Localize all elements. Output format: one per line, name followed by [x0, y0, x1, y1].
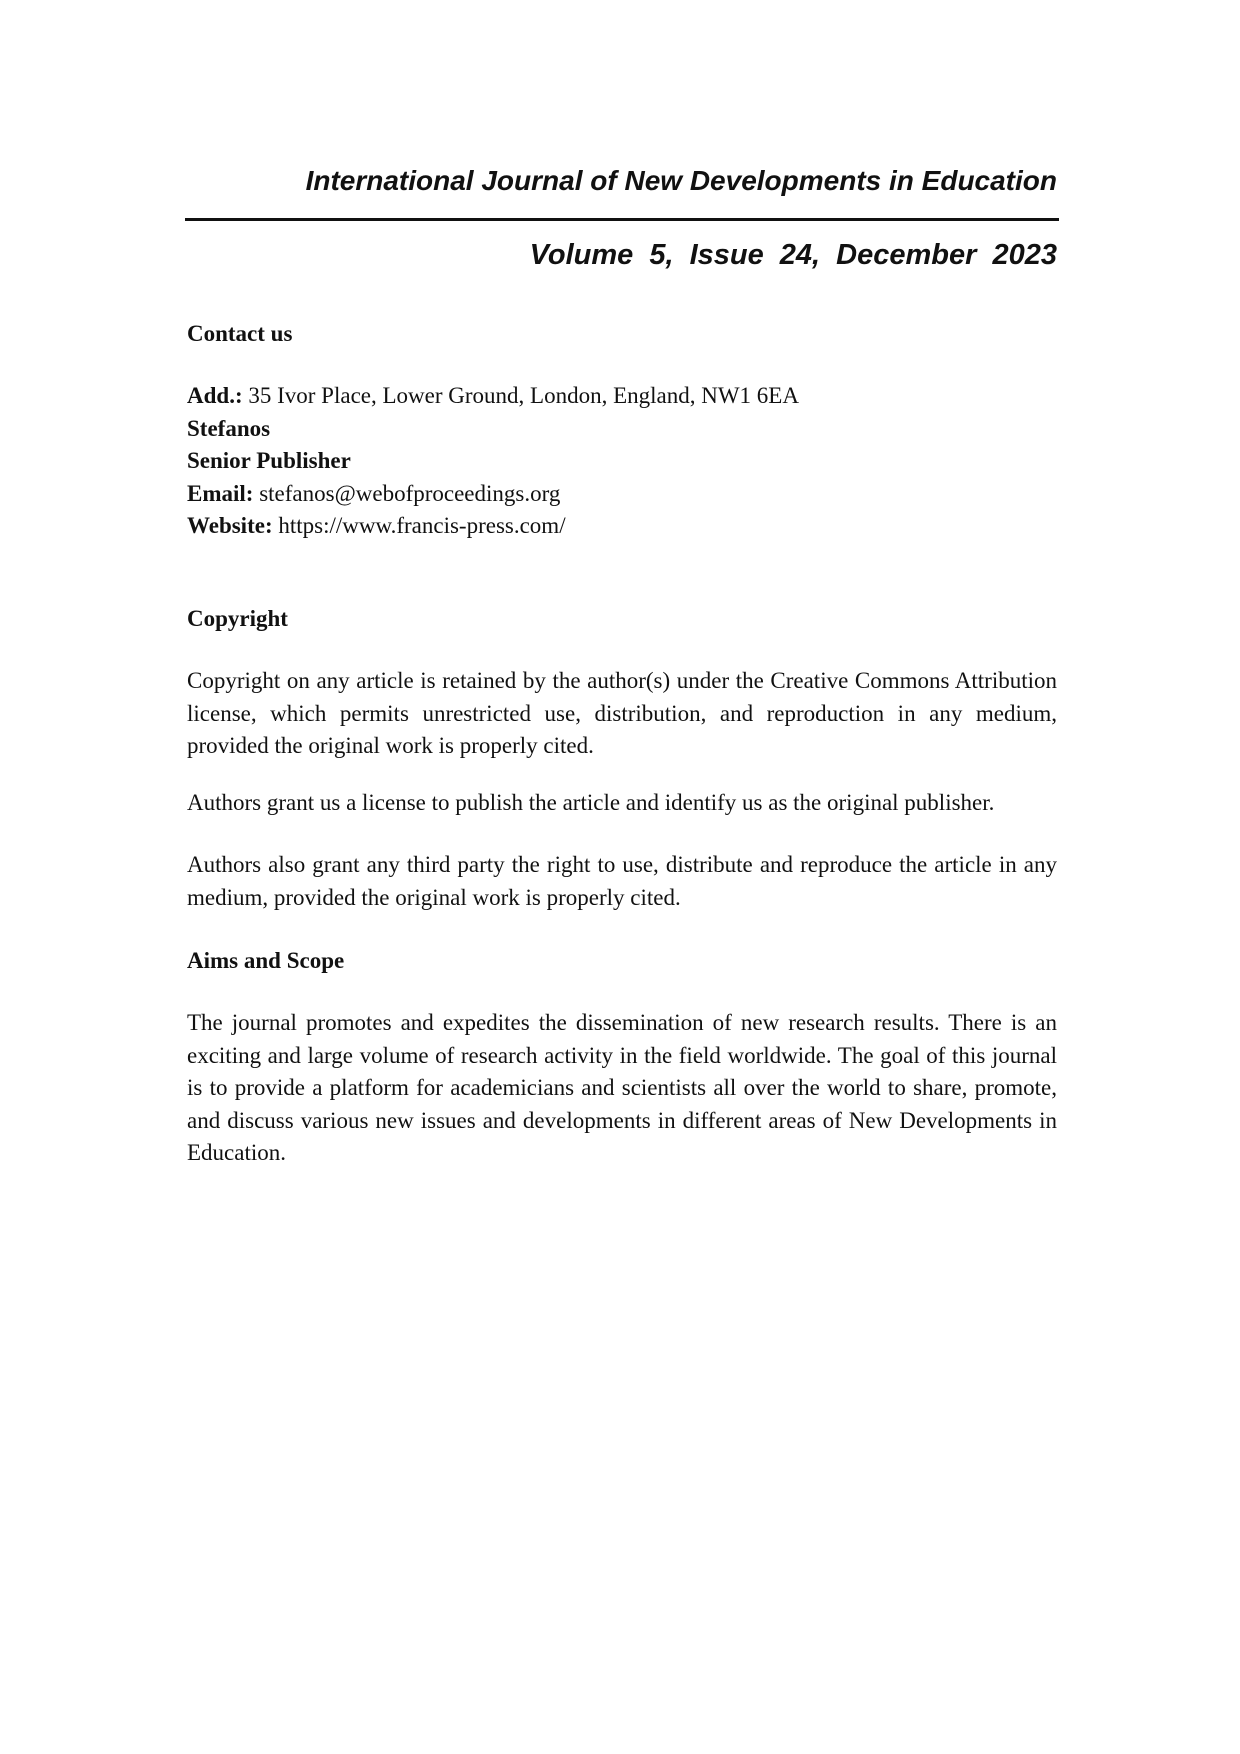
issue-info: Volume 5, Issue 24, December 2023: [529, 239, 1057, 271]
email-line: [187, 478, 1057, 511]
email-label: Email:: [187, 480, 254, 506]
copyright-heading: Copyright: [187, 606, 288, 631]
aims-heading: Aims and Scope: [187, 948, 345, 973]
copyright-paragraph-1: Copyright on any article is retained by the author(s) under the Creative Commons Attribution license, which permits unrestricted use, distribution, and reproduction in any medium, provided the original work is properly cited.: [187, 668, 1057, 758]
contact-role: Senior Publisher: [187, 448, 351, 473]
website-label: Website:: [187, 513, 273, 538]
aims-paragraph: The journal promotes and expedites the dissemination of new research results. There is an exciting and large volume of research activity in the field worldwide. The goal of this journal is to provide a platform for academicians and scientists all over the world to share, promote, and discuss various new issues and developments in different areas of New Developments in Education.: [187, 1010, 1057, 1165]
contact-block: [187, 380, 1057, 543]
journal-title: International Journal of New Developments in Education: [305, 165, 1057, 196]
address-value: 35 Ivor Place, Lower Ground, London, England, NW1 6EA: [248, 383, 799, 408]
contact-heading: Contact us: [187, 321, 293, 346]
document-page: [187, 0, 1057, 1754]
copyright-paragraph-3: Authors also grant any third party the right to use, distribute and reproduce the article in any medium, provided the original work is properly cited.: [187, 852, 1057, 910]
address-label: Add.:: [187, 383, 243, 408]
website-line: [187, 510, 1057, 543]
website-value[interactable]: https://www.francis-press.com/: [278, 513, 566, 538]
contact-name: Stefanos: [187, 415, 271, 441]
copyright-paragraph-2: Authors grant us a license to publish the article and identify us as the original publisher.: [187, 790, 995, 815]
address-line: [187, 380, 1057, 413]
email-value[interactable]: stefanos@webofproceedings.org: [259, 480, 561, 506]
header-rule: [185, 218, 1059, 221]
